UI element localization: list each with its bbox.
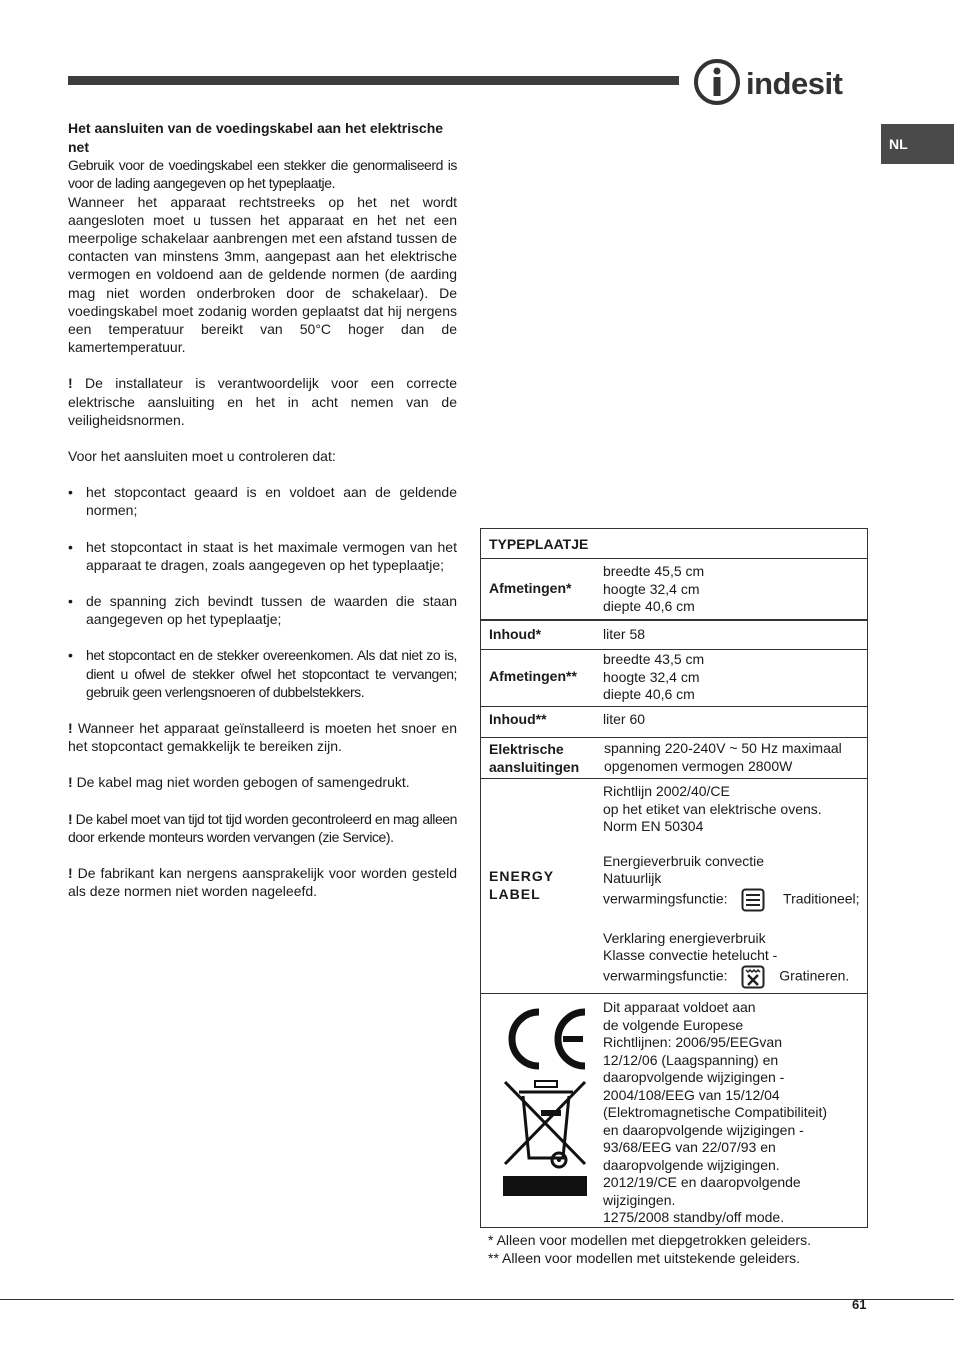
row-label: Elektrische aansluitingen [489, 741, 580, 775]
row-label: Inhoud** [489, 711, 547, 727]
oven-conventional-icon [741, 888, 765, 912]
typeplate-table [480, 528, 868, 1228]
table-row [481, 993, 867, 1228]
table-row [481, 529, 867, 558]
table-row [481, 619, 867, 651]
energy-info: Richtlijn 2002/40/CE op het etiket van elektrische ovens. Norm EN 50304 Energieverbruik convectie Natuurlijk verwarmingsfunctie: Traditioneel; Verklaring energieverbruik Klasse convectie hetelucht - verwarmingsfunctie: Gratineren. [603, 783, 865, 989]
warning-cable-check: ! De kabel moet van tijd tot tijd worden gecontroleerd en mag alleen door erkende monteurs worden vervangen (zie Service). [68, 810, 457, 845]
warning-accessible: ! Wanneer het apparaat geïnstalleerd is moeten het snoer en het stopcontact gemakkelijk te bereiken zijn. [68, 720, 458, 755]
oven-grill-icon [741, 965, 765, 989]
check-list [68, 483, 457, 701]
energy-label: ENERGY LABEL [489, 868, 555, 902]
footnote: * Alleen voor modellen met diepgetrokken geleiders. [488, 1232, 811, 1248]
svg-text:indesit: indesit [746, 66, 843, 101]
warning-manufacturer: ! De fabrikant kan nergens aansprakelijk voor worden gesteld als deze normen niet worden nageleefd. [68, 865, 457, 900]
table-row [481, 737, 867, 779]
header-rule [68, 76, 679, 85]
ce-mark-icon [503, 1008, 589, 1070]
footer-rule [0, 1299, 954, 1300]
row-value: liter 58 [603, 626, 646, 642]
list-item: • het stopcontact geaard is en voldoet aan de geldende normen; [68, 483, 457, 519]
table-title: TYPEPLAATJE [489, 536, 589, 552]
warning-cable-bend: ! De kabel mag niet worden gebogen of samengedrukt. [68, 774, 410, 791]
language-tab: NL [881, 124, 954, 164]
row-value: breedte 45,5 cm hoogte 32,4 cm diepte 40,6 cm [603, 563, 705, 614]
paragraph-direct-connection: Wanneer het apparaat rechtstreeks op het net wordt aangesloten moet u tussen het apparaat en het net een meerpolige schakelaar aanbrengen met een afstand tussen de contacten van minstens 3mm, aangepast aan het elektrische vermogen en voldoend aan de geldende normen (de aarding mag niet worden onderbroken door de schakelaar). De voedingskabel moet zodanig worden geplaatst dat hij nergens een temperatuur bereikt van 50°C hoger dan de kamertemperatuur. [68, 193, 457, 356]
row-value: liter 60 [603, 711, 646, 727]
footnote: ** Alleen voor modellen met uitstekende geleiders. [488, 1249, 801, 1266]
ce-declaration: Dit apparaat voldoet aan de volgende Europese Richtlijnen: 2006/95/EEGvan 12/12/06 (Laagspanning) en daaropvolgende wijzigingen - 2004/108/EEG van 15/12/04 (Elektromagnetische Compatibiliteit) en daaropvolgende wijzigingen - 93/68/EEG van 22/07/93 en daaropvolgende wijzigingen. 2012/19/CE en daaropvolgende wijzigingen. 1275/2008 standby/off mode. [603, 999, 828, 1225]
table-row [481, 649, 867, 706]
page-number: 61 [852, 1297, 867, 1312]
footnotes [488, 1232, 811, 1267]
section-heading: Het aansluiten van de voedingskabel aan het elektrische net [68, 120, 444, 155]
row-label: Inhoud* [489, 626, 542, 642]
paragraph-plug: Gebruik voor de voedingskabel een stekker die genormaliseerd is voor de lading aangegeven op het typeplaatje. [68, 157, 457, 192]
weee-crossed-bin-icon [503, 1080, 587, 1198]
table-row [481, 558, 867, 619]
row-value: breedte 43,5 cm hoogte 32,4 cm diepte 40,6 cm [603, 651, 705, 702]
list-item: • het stopcontact in staat is het maximale vermogen van het apparaat te dragen, zoals aangegeven op het typeplaatje; [68, 538, 457, 574]
table-row [481, 778, 867, 994]
indesit-logo [694, 58, 870, 106]
row-label: Afmetingen** [489, 668, 577, 684]
installation-text [68, 119, 457, 900]
list-item: • het stopcontact en de stekker overeenkomen. Als dat niet zo is, dient u ofwel de stekker ofwel het stopcontact te vervangen; gebruik geen verlengsnoeren of dubbelstekkers. [68, 646, 457, 701]
table-row [481, 706, 867, 737]
row-label: Afmetingen* [489, 580, 572, 596]
row-value: spanning 220-240V ~ 50 Hz maximaal opgenomen vermogen 2800W [604, 740, 842, 774]
list-item: • de spanning zich bevindt tussen de waarden die staan aangegeven op het typeplaatje; [68, 592, 457, 628]
check-intro: Voor het aansluiten moet u controleren dat: [68, 448, 336, 465]
warning-installer: ! De installateur is verantwoordelijk voor een correcte elektrische aansluiting en het in acht nemen van de veiligheidsnormen. [68, 375, 457, 428]
